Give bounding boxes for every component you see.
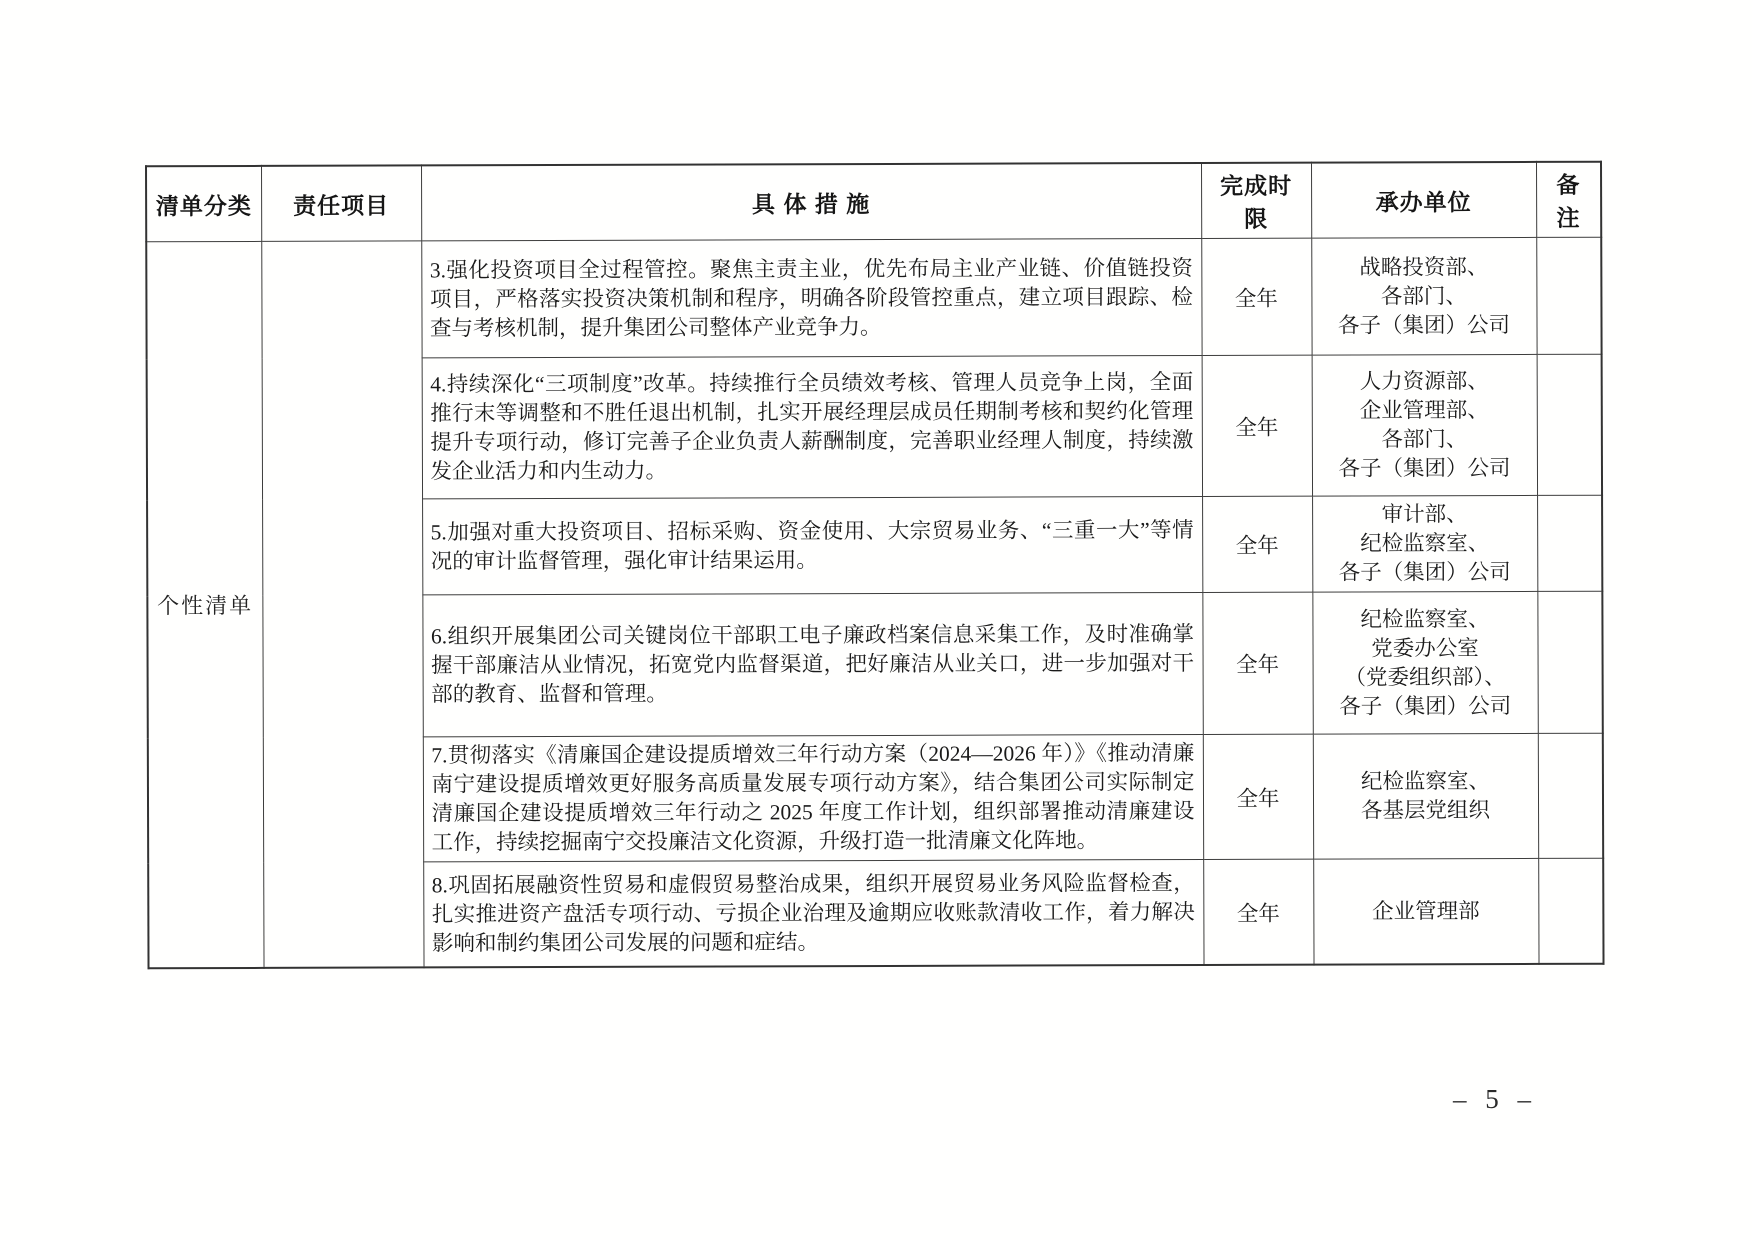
deadline-cell: 全年 — [1203, 859, 1313, 965]
deadline-cell: 全年 — [1202, 592, 1312, 734]
remark-cell — [1537, 354, 1602, 495]
deadline-cell: 全年 — [1203, 734, 1313, 859]
remark-cell — [1538, 858, 1603, 964]
remark-cell — [1537, 591, 1602, 733]
measure-cell: 8.巩固拓展融资性贸易和虚假贸易整治成果，组织开展贸易业务风险监督检查，扎实推进资产盘活专项行动、亏损企业治理及逾期应收账款清收工作，着力解决影响和制约集团公司发展的问题和症结。 — [423, 859, 1203, 967]
header-remark: 备注 — [1536, 162, 1601, 238]
unit-cell: 战略投资部、 各部门、 各子（集团）公司 — [1311, 237, 1536, 355]
deadline-cell: 全年 — [1202, 496, 1312, 592]
project-cell — [261, 241, 423, 968]
header-deadline: 完成时限 — [1201, 163, 1311, 239]
header-unit: 承办单位 — [1311, 162, 1536, 238]
table-header-row — [146, 162, 1601, 242]
unit-cell: 企业管理部 — [1313, 858, 1538, 964]
table-wrapper — [145, 161, 1605, 970]
unit-cell: 纪检监察室、 党委办公室 （党委组织部）、 各子（集团）公司 — [1312, 591, 1537, 734]
measure-cell: 6.组织开展集团公司关键岗位干部职工电子廉政档案信息采集工作，及时准确掌握干部廉洁从业情况，拓宽党内监督渠道，把好廉洁从业关口，进一步加强对干部的教育、监督和管理。 — [422, 592, 1202, 736]
remark-cell — [1538, 733, 1603, 858]
page-number: – 5 – — [1453, 1084, 1537, 1114]
responsibility-list-table — [145, 161, 1605, 970]
unit-cell: 人力资源部、 企业管理部、 各部门、 各子（集团）公司 — [1312, 354, 1537, 496]
table-row — [146, 237, 1601, 359]
measure-cell: 7.贯彻落实《清廉国企建设提质增效三年行动方案（2024—2026 年）》《推动清廉南宁建设提质增效更好服务高质量发展专项行动方案》，结合集团公司实际制定清廉国企建设提质增效三年行动之 2025 年度工作计划，组织部署推动清廉建设工作，持续挖掘南宁交投廉洁文化资源，升级打造一批清廉文化阵地。 — [423, 734, 1203, 861]
measure-cell: 4.持续深化“三项制度”改革。持续推行全员绩效考核、管理人员竞争上岗，全面推行末等调整和不胜任退出机制，扎实开展经理层成员任期制考核和契约化管理提升专项行动，修订完善子企业负责人薪酬制度，完善职业经理人制度，持续激发企业活力和内生动力。 — [422, 355, 1202, 498]
header-measures: 具 体 措 施 — [421, 163, 1201, 241]
deadline-cell: 全年 — [1202, 355, 1312, 496]
unit-cell: 审计部、 纪检监察室、 各子（集团）公司 — [1312, 495, 1537, 592]
category-cell: 个性清单 — [146, 241, 263, 968]
remark-cell — [1537, 495, 1602, 591]
deadline-cell: 全年 — [1201, 238, 1311, 355]
remark-cell — [1536, 237, 1601, 354]
header-project: 责任项目 — [261, 165, 421, 241]
measure-cell: 5.加强对重大投资项目、招标采购、资金使用、大宗贸易业务、“三重一大”等情况的审计监督管理，强化审计结果运用。 — [422, 496, 1202, 594]
unit-cell: 纪检监察室、 各基层党组织 — [1313, 733, 1538, 859]
measure-cell: 3.强化投资项目全过程管控。聚焦主责主业，优先布局主业产业链、价值链投资项目，严格落实投资决策机制和程序，明确各阶段管控重点，建立项目跟踪、检查与考核机制，提升集团公司整体产业竞争力。 — [421, 238, 1201, 357]
header-category: 清单分类 — [146, 166, 261, 242]
